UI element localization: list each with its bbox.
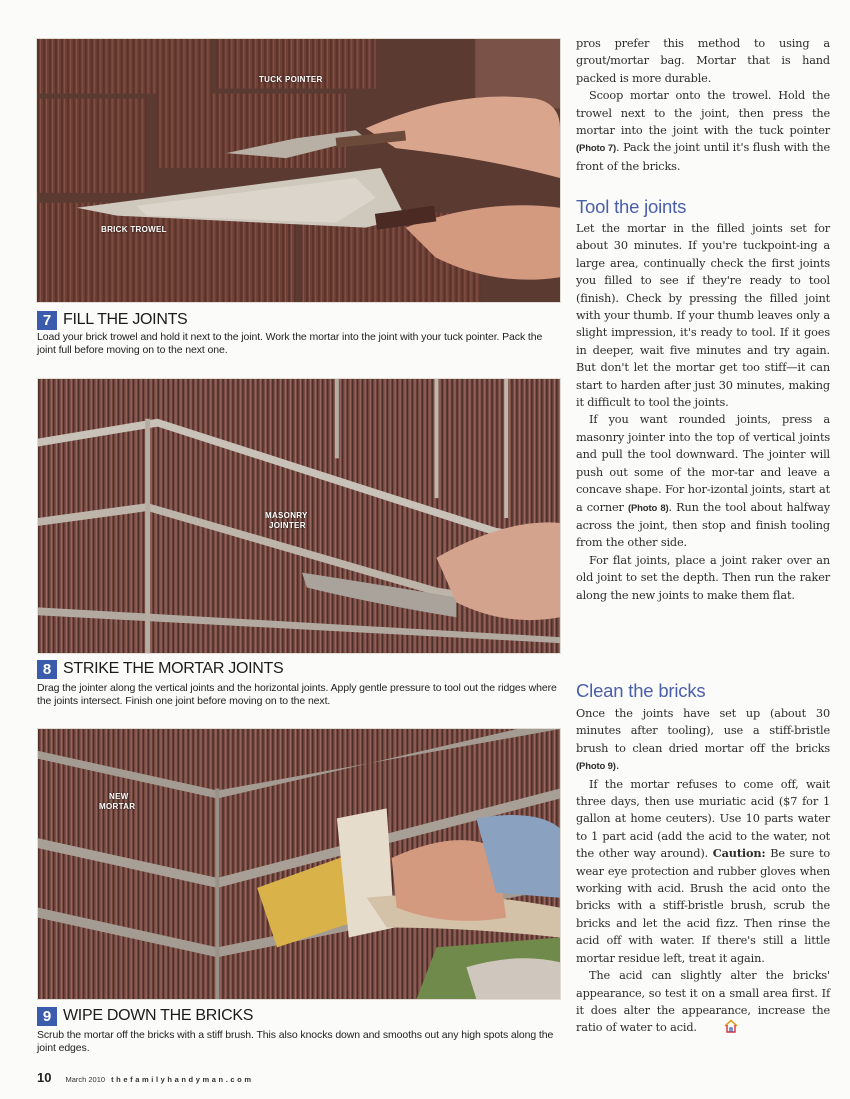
step-caption: Drag the jointer along the vertical joints and the horizontal joints. Apply gentle pressure to tool out the ridges where the joints intersect. Finish one joint before moving on to the next. xyxy=(37,682,557,707)
callout-masonry-jointer-line2: JOINTER xyxy=(269,521,306,530)
section-heading-tool-joints: Tool the joints xyxy=(576,196,687,217)
tool-joints-text xyxy=(576,220,830,604)
photo-reference: (Photo 7) xyxy=(576,143,617,155)
photo-reference: (Photo 8) xyxy=(627,502,669,514)
paragraph: For flat joints, place a joint raker over an old joint to set the depth. Then run the raker along the new joints to make them flat. xyxy=(576,553,830,602)
paragraph: Once the joints have set up (about 30 minutes after tooling), use a stiff-bristle brush to clean dried mortar off the bricks (Photo 9). xyxy=(576,707,830,773)
paragraph: If the mortar refuses to come off, wait three days, then use muriatic acid ($7 for 1 gallon at home ceuters). Use 10 parts water to 1 part acid (add the acid to the water, not the other way around). Caution: Be sure to wear eye protection and rubber gloves when working with acid. Brush the acid onto the bricks with a stiff-bristle brush, scrub the bricks and let the acid fizz. Then rinse the acid off with water. If there's still a little mortar residue left, treat it again. xyxy=(576,777,830,965)
callout-brick-trowel: BRICK TROWEL xyxy=(101,225,167,234)
issue-date: March 2010 xyxy=(65,1075,106,1084)
house-end-mark-icon xyxy=(711,1019,725,1033)
step-7-header xyxy=(37,310,187,330)
step-title: WIPE DOWN THE BRICKS xyxy=(63,1007,254,1024)
step-title: STRIKE THE MORTAR JOINTS xyxy=(63,660,284,677)
caution-label: Caution: xyxy=(712,846,766,861)
step-number-badge: 7 xyxy=(37,311,57,330)
paragraph: The acid can slightly alter the bricks' appearance, so test it on a small area first. If it does alter the appearance, increase the ratio of water to acid. xyxy=(576,969,830,1035)
callout-new-mortar-line2: MORTAR xyxy=(99,802,136,811)
photo-wipe-bricks xyxy=(37,728,561,1000)
clean-bricks-text xyxy=(576,705,830,1037)
step-9-header xyxy=(37,1006,253,1026)
step-number-badge: 9 xyxy=(37,1007,57,1026)
step-8-header xyxy=(37,659,283,679)
callout-tuck-pointer: TUCK POINTER xyxy=(259,75,323,84)
callout-new-mortar-line1: NEW xyxy=(109,792,129,801)
paragraph: If you want rounded joints, press a masonry jointer into the top of vertical joints and pull the tool downward. The jointer will push out some of the mor-tar and leave a concave shape. For hor-izontal joints, start at a corner (Photo 8). Run the tool about halfway across the joint, then stop and finish tooling from the other side. xyxy=(576,413,830,550)
photo-reference: (Photo 9) xyxy=(576,761,616,773)
paragraph: pros prefer this method to using a grout/mortar bag. Mortar that is hand packed is more durable. xyxy=(576,37,830,85)
step-caption: Scrub the mortar off the bricks with a stiff brush. This also knocks down and smooths out any high spots along the joint edges. xyxy=(37,1029,554,1054)
page-footer xyxy=(37,1070,254,1085)
intro-text xyxy=(576,35,830,175)
website: thefamilyhandyman.com xyxy=(111,1075,254,1084)
photo-wipe-bricks-image xyxy=(38,729,560,999)
page-number: 10 xyxy=(37,1070,52,1085)
section-heading-clean-bricks: Clean the bricks xyxy=(576,680,706,701)
photo-fill-joints xyxy=(36,38,561,303)
paragraph: Let the mortar in the filled joints set for about 30 minutes. If you're tuckpoint-ing a large area, continually check the first joints you filled to see if they're ready to tool (finish). Check by pressing the filled joint with your thumb. If your thumb leaves only a slight impression, it's ready to tool. If it goes in deeper, wait five minutes and try again. But don't let the mortar get too stiff—it can start to harden after just 30 minutes, making it difficult to tool the joints. xyxy=(576,222,830,410)
photo-strike-joints xyxy=(37,378,561,654)
step-number-badge: 8 xyxy=(37,660,57,679)
callout-masonry-jointer-line1: MASONRY xyxy=(265,511,308,520)
paragraph: Scoop mortar onto the trowel. Hold the trowel next to the joint, then press the mortar into the joint with the tuck pointer (Photo 7). Pack the joint until it's flush with the front of the bricks. xyxy=(576,89,830,173)
step-caption: Load your brick trowel and hold it next to the joint. Work the mortar into the joint with your tuck pointer. Pack the joint full before moving on to the next one. xyxy=(37,331,543,356)
step-title: FILL THE JOINTS xyxy=(63,311,188,328)
